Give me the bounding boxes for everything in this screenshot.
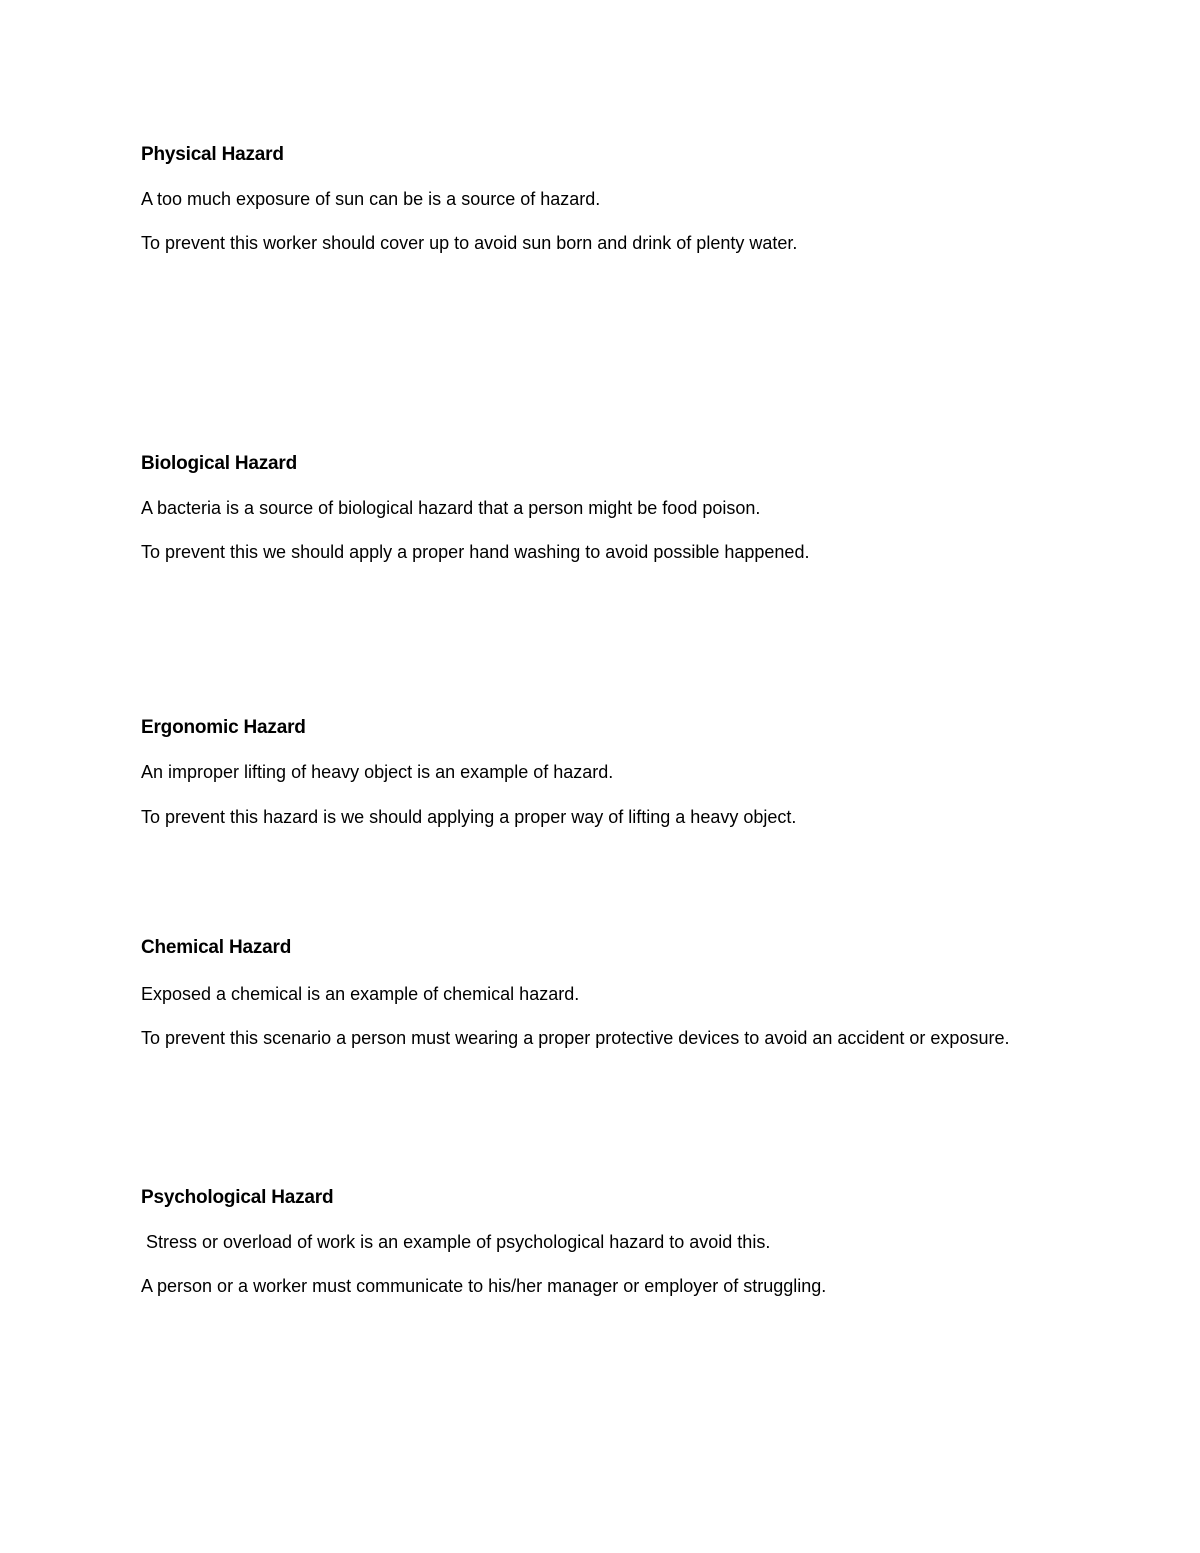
section-text-biological-2: To prevent this we should apply a proper hand washing to avoid possible happened. bbox=[141, 542, 810, 562]
section-text-chemical-2: To prevent this scenario a person must wearing a proper protective devices to avoid an accident or exposure. bbox=[141, 1028, 1010, 1048]
section-heading-biological: Biological Hazard bbox=[141, 453, 298, 474]
section-text-biological-1: A bacteria is a source of biological hazard that a person might be food poison. bbox=[141, 498, 761, 518]
section-heading-physical: Physical Hazard bbox=[141, 144, 284, 165]
section-text-physical-2: To prevent this worker should cover up to avoid sun born and drink of plenty water. bbox=[141, 233, 798, 253]
section-text-ergonomic-2: To prevent this hazard is we should applying a proper way of lifting a heavy object. bbox=[141, 807, 797, 827]
section-text-psychological-2: A person or a worker must communicate to his/her manager or employer of struggling. bbox=[141, 1276, 827, 1296]
section-text-chemical-1: Exposed a chemical is an example of chemical hazard. bbox=[141, 984, 580, 1004]
section-heading-ergonomic: Ergonomic Hazard bbox=[141, 717, 306, 738]
section-heading-chemical: Chemical Hazard bbox=[141, 937, 292, 958]
section-text-ergonomic-1: An improper lifting of heavy object is an example of hazard. bbox=[141, 762, 614, 782]
section-text-psychological-1: Stress or overload of work is an example of psychological hazard to avoid this. bbox=[141, 1232, 771, 1252]
section-text-physical-1: A too much exposure of sun can be is a source of hazard. bbox=[141, 189, 601, 209]
section-heading-psychological: Psychological Hazard bbox=[141, 1187, 334, 1208]
